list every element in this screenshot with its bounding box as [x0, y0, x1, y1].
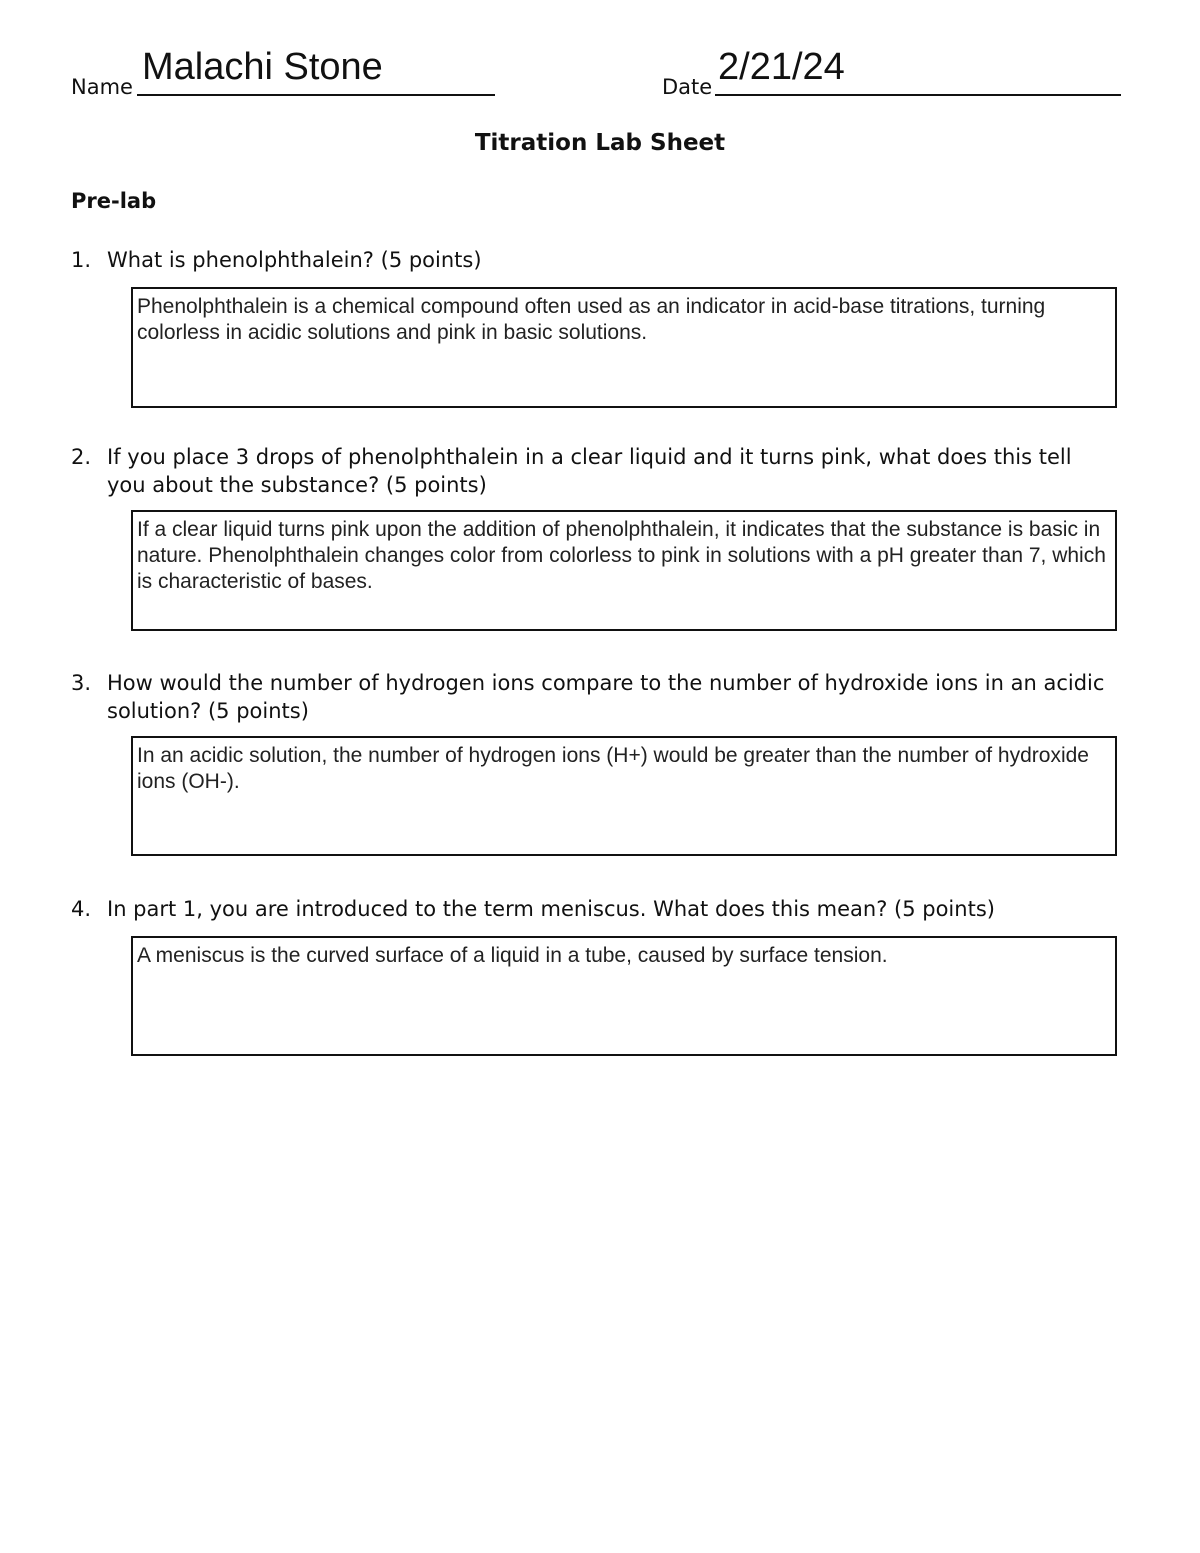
question-4	[71, 895, 1111, 923]
question-number: 4.	[71, 897, 92, 921]
answer-box-3[interactable]: In an acidic solution, the number of hydrogen ions (H+) would be greater than the number of hydroxide ions (OH-).	[131, 736, 1117, 856]
page-title: Titration Lab Sheet	[474, 130, 726, 156]
section-heading: Pre-lab	[71, 189, 157, 213]
date-underline	[715, 94, 1121, 96]
question-1	[71, 246, 1111, 274]
answer-box-2[interactable]: If a clear liquid turns pink upon the addition of phenolphthalein, it indicates that the substance is basic in nature. Phenolphthalein changes color from colorless to pink in solutions with a pH greater than 7, which is characteristic of bases.	[131, 510, 1117, 631]
question-number: 2.	[71, 445, 92, 469]
question-number: 1.	[71, 248, 92, 272]
date-field[interactable]: 2/21/24	[718, 46, 845, 88]
answer-box-1[interactable]: Phenolphthalein is a chemical compound often used as an indicator in acid-base titrations, turning colorless in acidic solutions and pink in basic solutions.	[131, 287, 1117, 408]
name-label: Name	[71, 75, 133, 99]
question-2	[71, 443, 1111, 499]
question-text: What is phenolphthalein? (5 points)	[107, 248, 482, 272]
question-3	[71, 669, 1111, 725]
question-text: In part 1, you are introduced to the term meniscus. What does this mean? (5 points)	[107, 897, 995, 921]
question-text: If you place 3 drops of phenolphthalein in a clear liquid and it turns pink, what does this tell you about the substance? (5 points)	[107, 445, 1072, 497]
question-number: 3.	[71, 671, 92, 695]
answer-box-4[interactable]: A meniscus is the curved surface of a liquid in a tube, caused by surface tension.	[131, 936, 1117, 1056]
date-label: Date	[662, 75, 713, 99]
name-underline	[137, 94, 495, 96]
question-text: How would the number of hydrogen ions compare to the number of hydroxide ions in an acidic solution? (5 points)	[107, 671, 1105, 723]
name-field[interactable]: Malachi Stone	[142, 46, 383, 88]
